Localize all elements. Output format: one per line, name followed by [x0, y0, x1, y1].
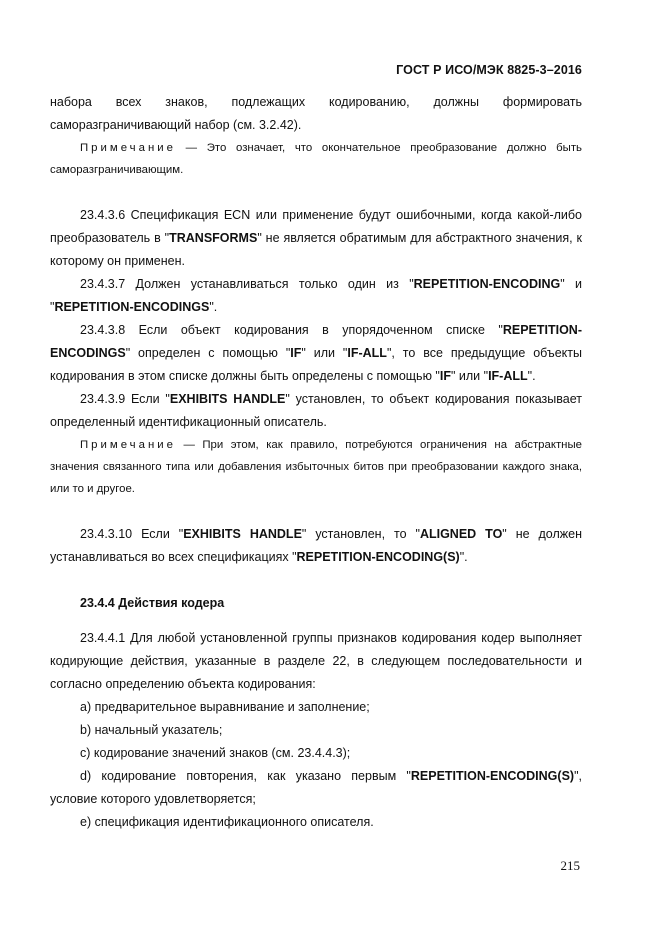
note-1-label: Примечание: [80, 142, 176, 154]
paragraph-23-4-3-7: [50, 273, 582, 319]
paragraph-23-4-3-10: [50, 523, 582, 569]
keyword-repetition-encodings: REPETITION-ENCODINGS: [54, 300, 210, 314]
note-2-dash: —: [183, 439, 195, 451]
paragraph-23-4-3-8: [50, 319, 582, 388]
keyword-repetition-encodings: REPETITION-ENCODINGS: [50, 323, 582, 360]
page-content: [50, 91, 582, 834]
keyword-aligned-to: ALIGNED TO: [419, 527, 503, 541]
keyword-repetition-encodings: REPETITION-ENCODING(S): [410, 769, 575, 783]
text-run: " или ": [301, 346, 348, 360]
paragraph-23-4-3-6: [50, 204, 582, 273]
list-item-a: а) предварительное выравнивание и заполнение;: [80, 700, 370, 714]
text-run: " установлен, то ": [301, 527, 420, 541]
text-run: " установлен, то объект кодирования показывает определенный идентификационный описатель.: [50, 392, 582, 429]
list-item-b: b) начальный указатель;: [80, 723, 223, 737]
keyword-if: IF: [290, 346, 302, 360]
text-run: 23.4.3.9 Если ": [80, 392, 170, 406]
keyword-if-all: IF-ALL: [347, 346, 387, 360]
keyword-repetition-encoding: REPETITION-ENCODING: [413, 277, 561, 291]
text-run: 23.4.3.6 Спецификация ECN или применение будут ошибочными, когда какой-либо преобразователь в ": [50, 208, 582, 245]
keyword-repetition-encodings: REPETITION-ENCODING(S): [296, 550, 460, 564]
paragraph-23-4-4-1: 23.4.4.1 Для любой установленной группы признаков кодирования кодер выполняет кодирующие действия, указанные в разделе 22, в следующем последовательности и согласно определению объекта кодирования:: [50, 631, 582, 691]
intro-paragraph: набора всех знаков, подлежащих кодированию, должны формировать саморазграничивающий набор (см. 3.2.42).: [50, 95, 582, 132]
text-run: 23.4.3.8 Если объект кодирования в упорядоченном списке ": [80, 323, 503, 337]
text-run: " и ": [50, 277, 582, 314]
text-run: ", то все предыдущие объекты кодирования в этом списке должны быть определены с помощью ": [50, 346, 582, 383]
page-number: 215: [560, 858, 580, 873]
keyword-exhibits-handle: EXHIBITS HANDLE: [169, 392, 286, 406]
text-run: 23.4.3.7 Должен устанавливаться только один из ": [80, 277, 414, 291]
text-run: 23.4.3.10 Если ": [80, 527, 184, 541]
page-header-standard: ГОСТ Р ИСО/МЭК 8825-3–2016: [396, 63, 582, 77]
text-run: ".: [209, 300, 218, 314]
note-2-label: Примечание: [80, 439, 176, 451]
keyword-transforms: TRANSFORMS: [169, 231, 258, 245]
text-run: ".: [459, 550, 468, 564]
keyword-exhibits-handle: EXHIBITS HANDLE: [183, 527, 302, 541]
text-run: " определен с помощью ": [125, 346, 291, 360]
paragraph-23-4-3-9: [50, 388, 582, 434]
text-run: " не является обратимым для абстрактного значения, к которому он применен.: [50, 231, 582, 268]
list-item-c: с) кодирование значений знаков (см. 23.4.4.3);: [80, 746, 351, 760]
text-run: ", условие которого удовлетворяется;: [50, 769, 582, 806]
keyword-if: IF: [439, 369, 451, 383]
section-heading-23-4-4: 23.4.4 Действия кодера: [80, 596, 225, 610]
text-run: ".: [527, 369, 536, 383]
text-run: " или ": [450, 369, 489, 383]
text-run: " не должен устанавливаться во всех спецификациях ": [50, 527, 582, 564]
list-item-d: [50, 765, 582, 811]
note-2: [50, 434, 582, 500]
list-item-e: е) спецификация идентификационного описателя.: [80, 815, 374, 829]
text-run: d) кодирование повторения, как указано первым ": [80, 769, 411, 783]
note-1-dash: —: [185, 142, 198, 154]
note-1-text: Это означает, что окончательное преобразование должно быть саморазграничивающим.: [50, 142, 582, 176]
note-1: [50, 137, 582, 181]
keyword-if-all: IF-ALL: [488, 369, 528, 383]
note-2-text: При этом, как правило, потребуются ограничения на абстрактные значения связанного типа или добавления избыточных битов при преобразовании каждого знака, или то и другое.: [50, 439, 582, 495]
